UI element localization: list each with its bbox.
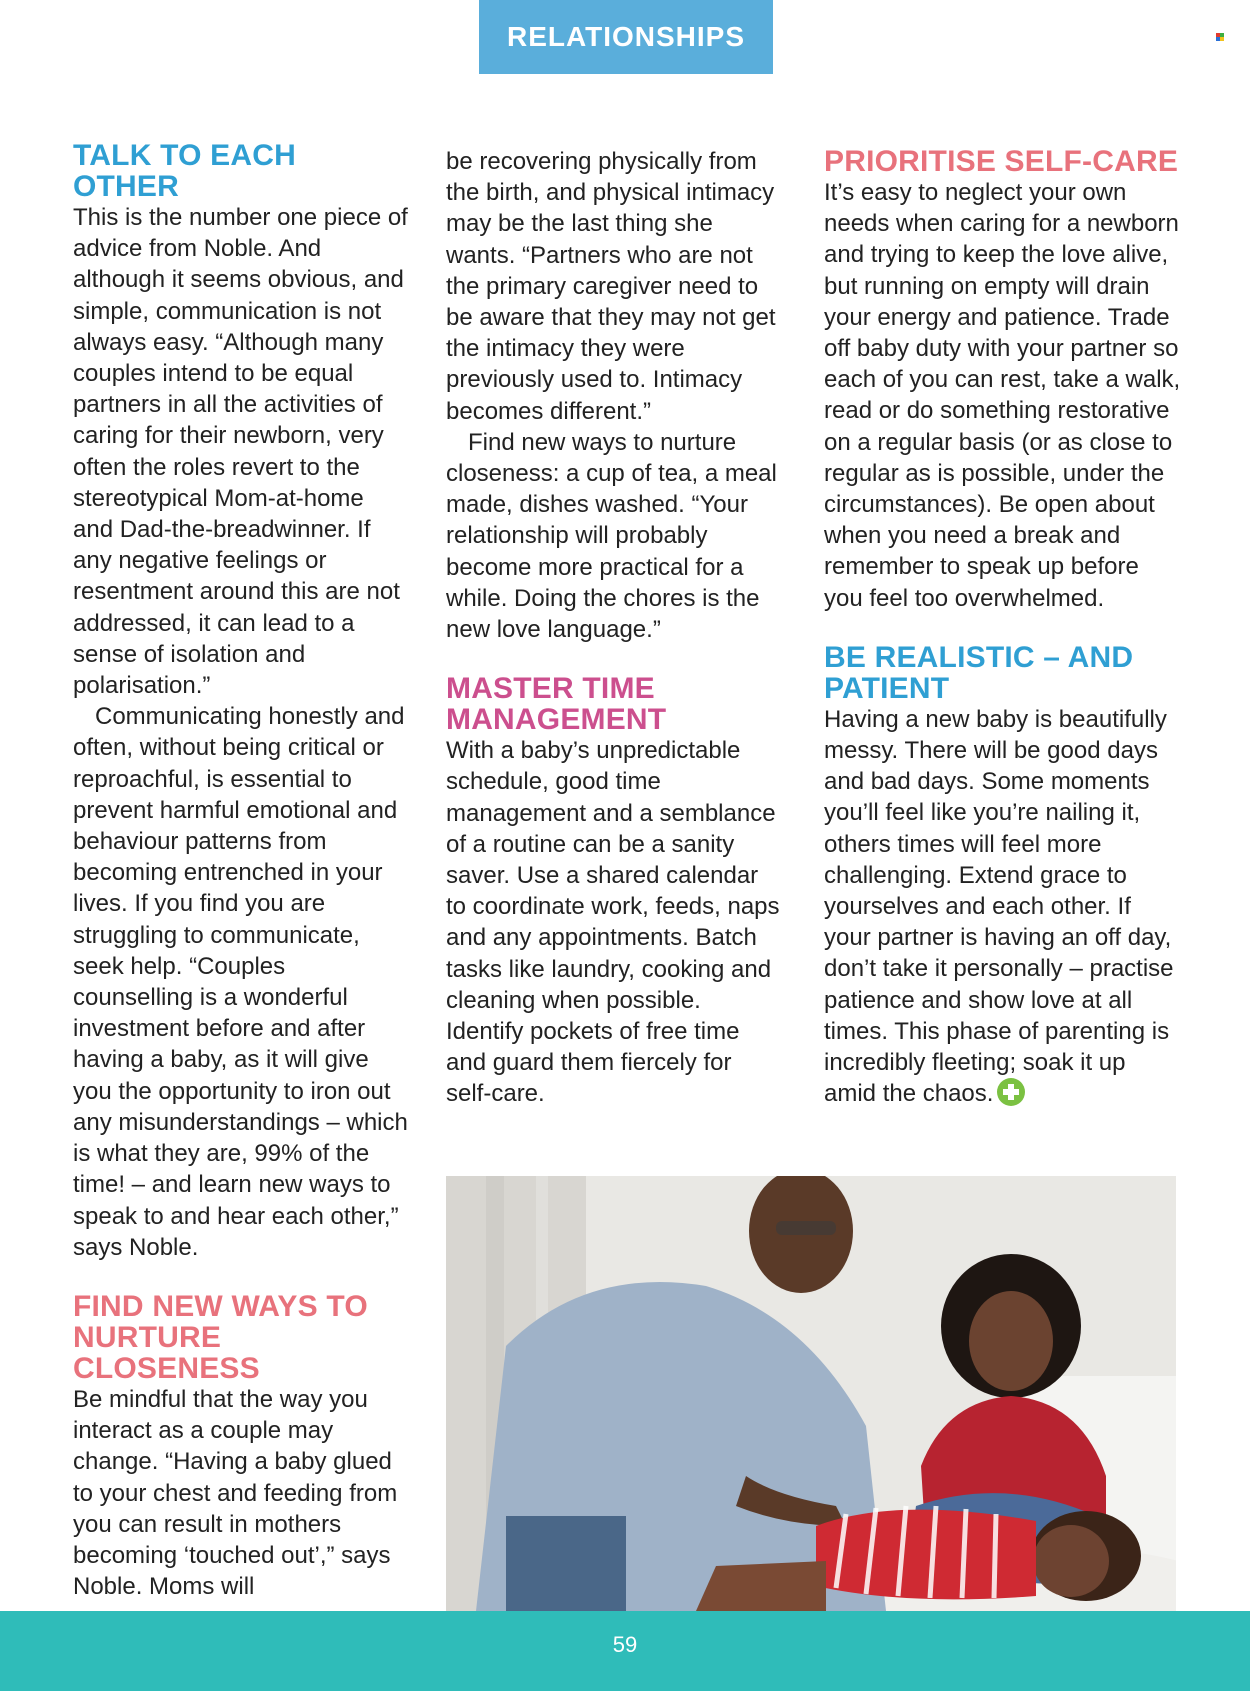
photo-illustration — [446, 1176, 1176, 1611]
paragraph-text: Having a new baby is beautifully messy. There will be good days and bad days. Some moments you’ll feel like you’re nailing it, others times will feel more challenging. Extend grace to yourselves and each other. If your partner is having an off day, don’t take it personally – practise patience and show love at all times. This phase of parenting is incredibly fleeting; soak it up amid the chaos. — [824, 705, 1174, 1108]
paragraph: This is the number one piece of advice from Noble. And although it seems obvious, and simple, communication is not always easy. “Although many couples intend to be equal partners in all the activities of caring for their newborn, very often the roles revert to the stereotypical Mom-at-home and Dad-the-breadwinner. If any negative feelings or resentment around this are not addressed, it can lead to a sense of isolation and polarisation.” — [73, 204, 408, 700]
paragraph-last — [824, 704, 1184, 1110]
paragraph: Find new ways to nurture closeness: a cup of tea, a meal made, dishes washed. “Your relationship will probably become more practical for a while. Doing the chores is the new love language.” — [446, 428, 777, 644]
heading-prioritise-self-care: PRIORITISE SELF-CARE — [824, 145, 1179, 178]
heading-talk-to-each-other: TALK TO EACH OTHER — [73, 139, 296, 203]
section-label: RELATIONSHIPS — [506, 21, 746, 52]
corner-mark-icon — [1216, 33, 1224, 41]
column-3 — [824, 146, 1184, 1109]
plus-icon — [997, 1078, 1025, 1106]
heading-master-time-management: MASTER TIME MANAGEMENT — [446, 672, 667, 737]
heading-be-realistic: BE REALISTIC – AND PATIENT — [824, 640, 1134, 705]
paragraph: Communicating honestly and often, without being critical or reproachful, is essential to prevent harmful emotional and behaviour patterns from becoming entrenched in your lives. If you find you are struggling to communicate, seek help. “Couples counselling is a wonderful investment before and after having a baby, as it will give you the opportunity to iron out any misunderstandings – which is what they are, 99% of the time! – and learn new ways to speak to and hear each other,” says Noble. — [73, 703, 408, 1261]
paragraph: It’s easy to neglect your own needs when caring for a newborn and trying to keep the love alive, but running on empty will drain your energy and patience. Trade off baby duty with your partner so each of you can rest, take a walk, read or do something restorative on a regular basis (or as close to regular as is possible, under the circumstances). Be open about when you need a break and remember to speak up before you feel too overwhelmed. — [824, 179, 1181, 612]
paragraph: With a baby’s unpredictable schedule, good time management and a semblance of a routine can be a sanity saver. Use a shared calendar to coordinate work, feeds, naps and any appointments. Batch tasks like laundry, cooking and cleaning when possible. Identify pockets of free time and guard them fiercely for self-care. — [446, 737, 780, 1108]
page-number: 59 — [612, 1632, 638, 1657]
heading-find-new-ways: FIND NEW WAYS TO NURTURE CLOSENESS — [73, 1289, 368, 1385]
paragraph: be recovering physically from the birth, and physical intimacy may be the last thing she wants. “Partners who are not the primary caregiver need to be aware that they may not get the intimacy they were previously used to. Intimacy becomes different.” — [446, 148, 776, 425]
paragraph: Be mindful that the way you interact as a couple may change. “Having a baby glued to your chest and feeding from you can result in mothers becoming ‘touched out’,” says Noble. Moms will — [73, 1385, 398, 1601]
column-1 — [73, 140, 408, 1602]
family-photo — [446, 1176, 1176, 1611]
section-tab — [479, 0, 773, 74]
column-2 — [446, 146, 781, 1110]
